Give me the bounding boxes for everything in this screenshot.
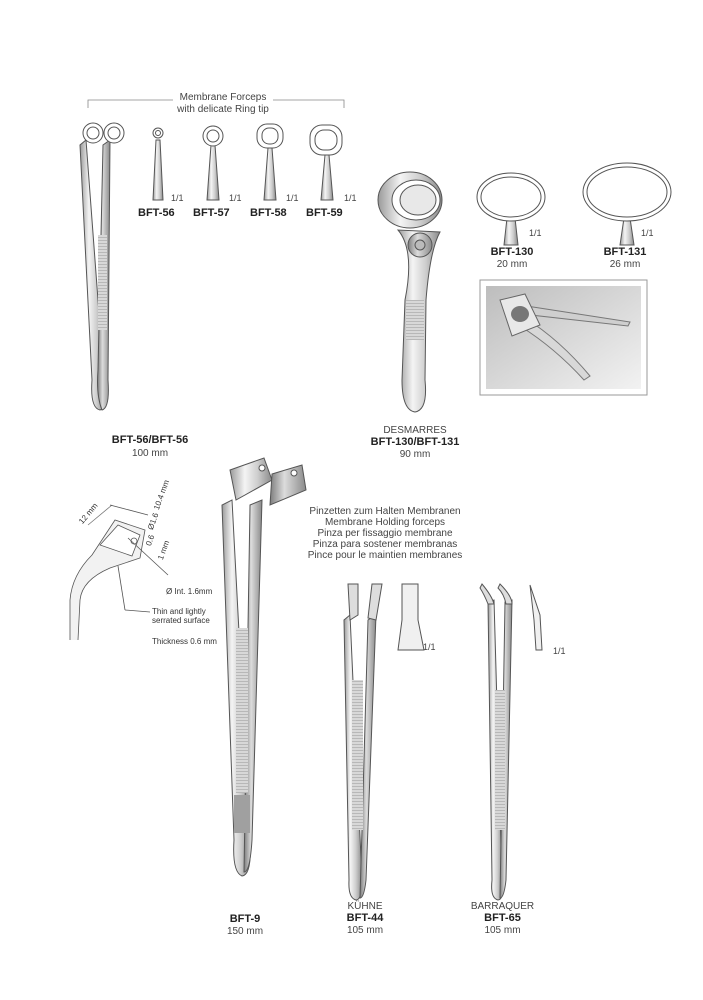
header-line2: with delicate Ring tip [177,104,269,115]
product-name: BARRAQUER [470,901,535,912]
dimension-label: Thickness 0.6 mm [152,637,217,646]
ring-tip-bft57 [203,126,223,200]
product-length: 20 mm [496,259,528,270]
dimension-label: 1 mm [156,539,172,562]
desmarres-retractor-drawing [378,172,442,412]
bft65-forceps-drawing [480,584,542,900]
product-length: 26 mm [609,259,641,270]
description-line: Pinza para sostener membranas [312,539,458,550]
product-code: BFT-56/BFT-56 [111,434,189,446]
ring-tip-bft58 [257,124,283,200]
product-name: DESMARRES [383,425,447,436]
scale-label: 1/1 [529,228,542,238]
header-line1: Membrane Forceps [179,92,267,103]
product-length: 100 mm [131,448,169,459]
product-code: BFT-58 [250,207,287,219]
dimension-label: Ø Int. 1.6mm [166,587,213,596]
scale-label: 1/1 [641,228,654,238]
dimension-label: Ø1.6 [146,511,161,532]
product-length: 150 mm [226,926,264,937]
bft44-forceps-drawing [344,584,424,900]
dimension-label: 10.4 mm [152,478,172,512]
membrane-forceps-drawing [80,123,124,410]
description-line: Membrane Holding forceps [324,517,446,528]
bft9-forceps-drawing [222,458,306,876]
product-length: 90 mm [399,449,431,460]
product-code: BFT-130 [490,246,534,258]
product-code: BFT-130/BFT-131 [370,436,460,448]
product-code: BFT-57 [193,207,230,219]
ring-tip-bft56 [153,128,163,200]
product-photo [480,280,647,395]
dimension-label: Thin and lightly [152,607,206,616]
product-name: KÜHNE [347,901,383,912]
product-length: 105 mm [346,925,384,936]
product-code: BFT-59 [306,207,343,219]
scale-label: 1/1 [229,193,242,203]
product-code: BFT-9 [229,913,261,925]
scale-label: 1/1 [344,193,357,203]
product-code: BFT-44 [346,912,384,924]
scale-label: 1/1 [171,193,184,203]
dimension-label: serrated surface [152,616,210,625]
product-length: 105 mm [484,925,521,936]
description-line: Pince pour le maintien membranes [307,550,463,561]
product-code: BFT-65 [484,912,521,924]
scale-label: 1/1 [553,646,566,656]
scale-label: 1/1 [423,642,436,652]
loop-bft131 [583,163,671,245]
description-line: Pinzetten zum Halten Membranen [309,506,461,517]
description-line: Pinza per fissaggio membrane [317,528,453,539]
ring-tip-bft59 [310,125,342,200]
dimension-label: 0.6 [144,533,157,548]
product-code: BFT-56 [138,207,175,219]
product-code: BFT-131 [603,246,647,258]
scale-label: 1/1 [286,193,299,203]
dimension-label: 12 mm [77,501,100,526]
